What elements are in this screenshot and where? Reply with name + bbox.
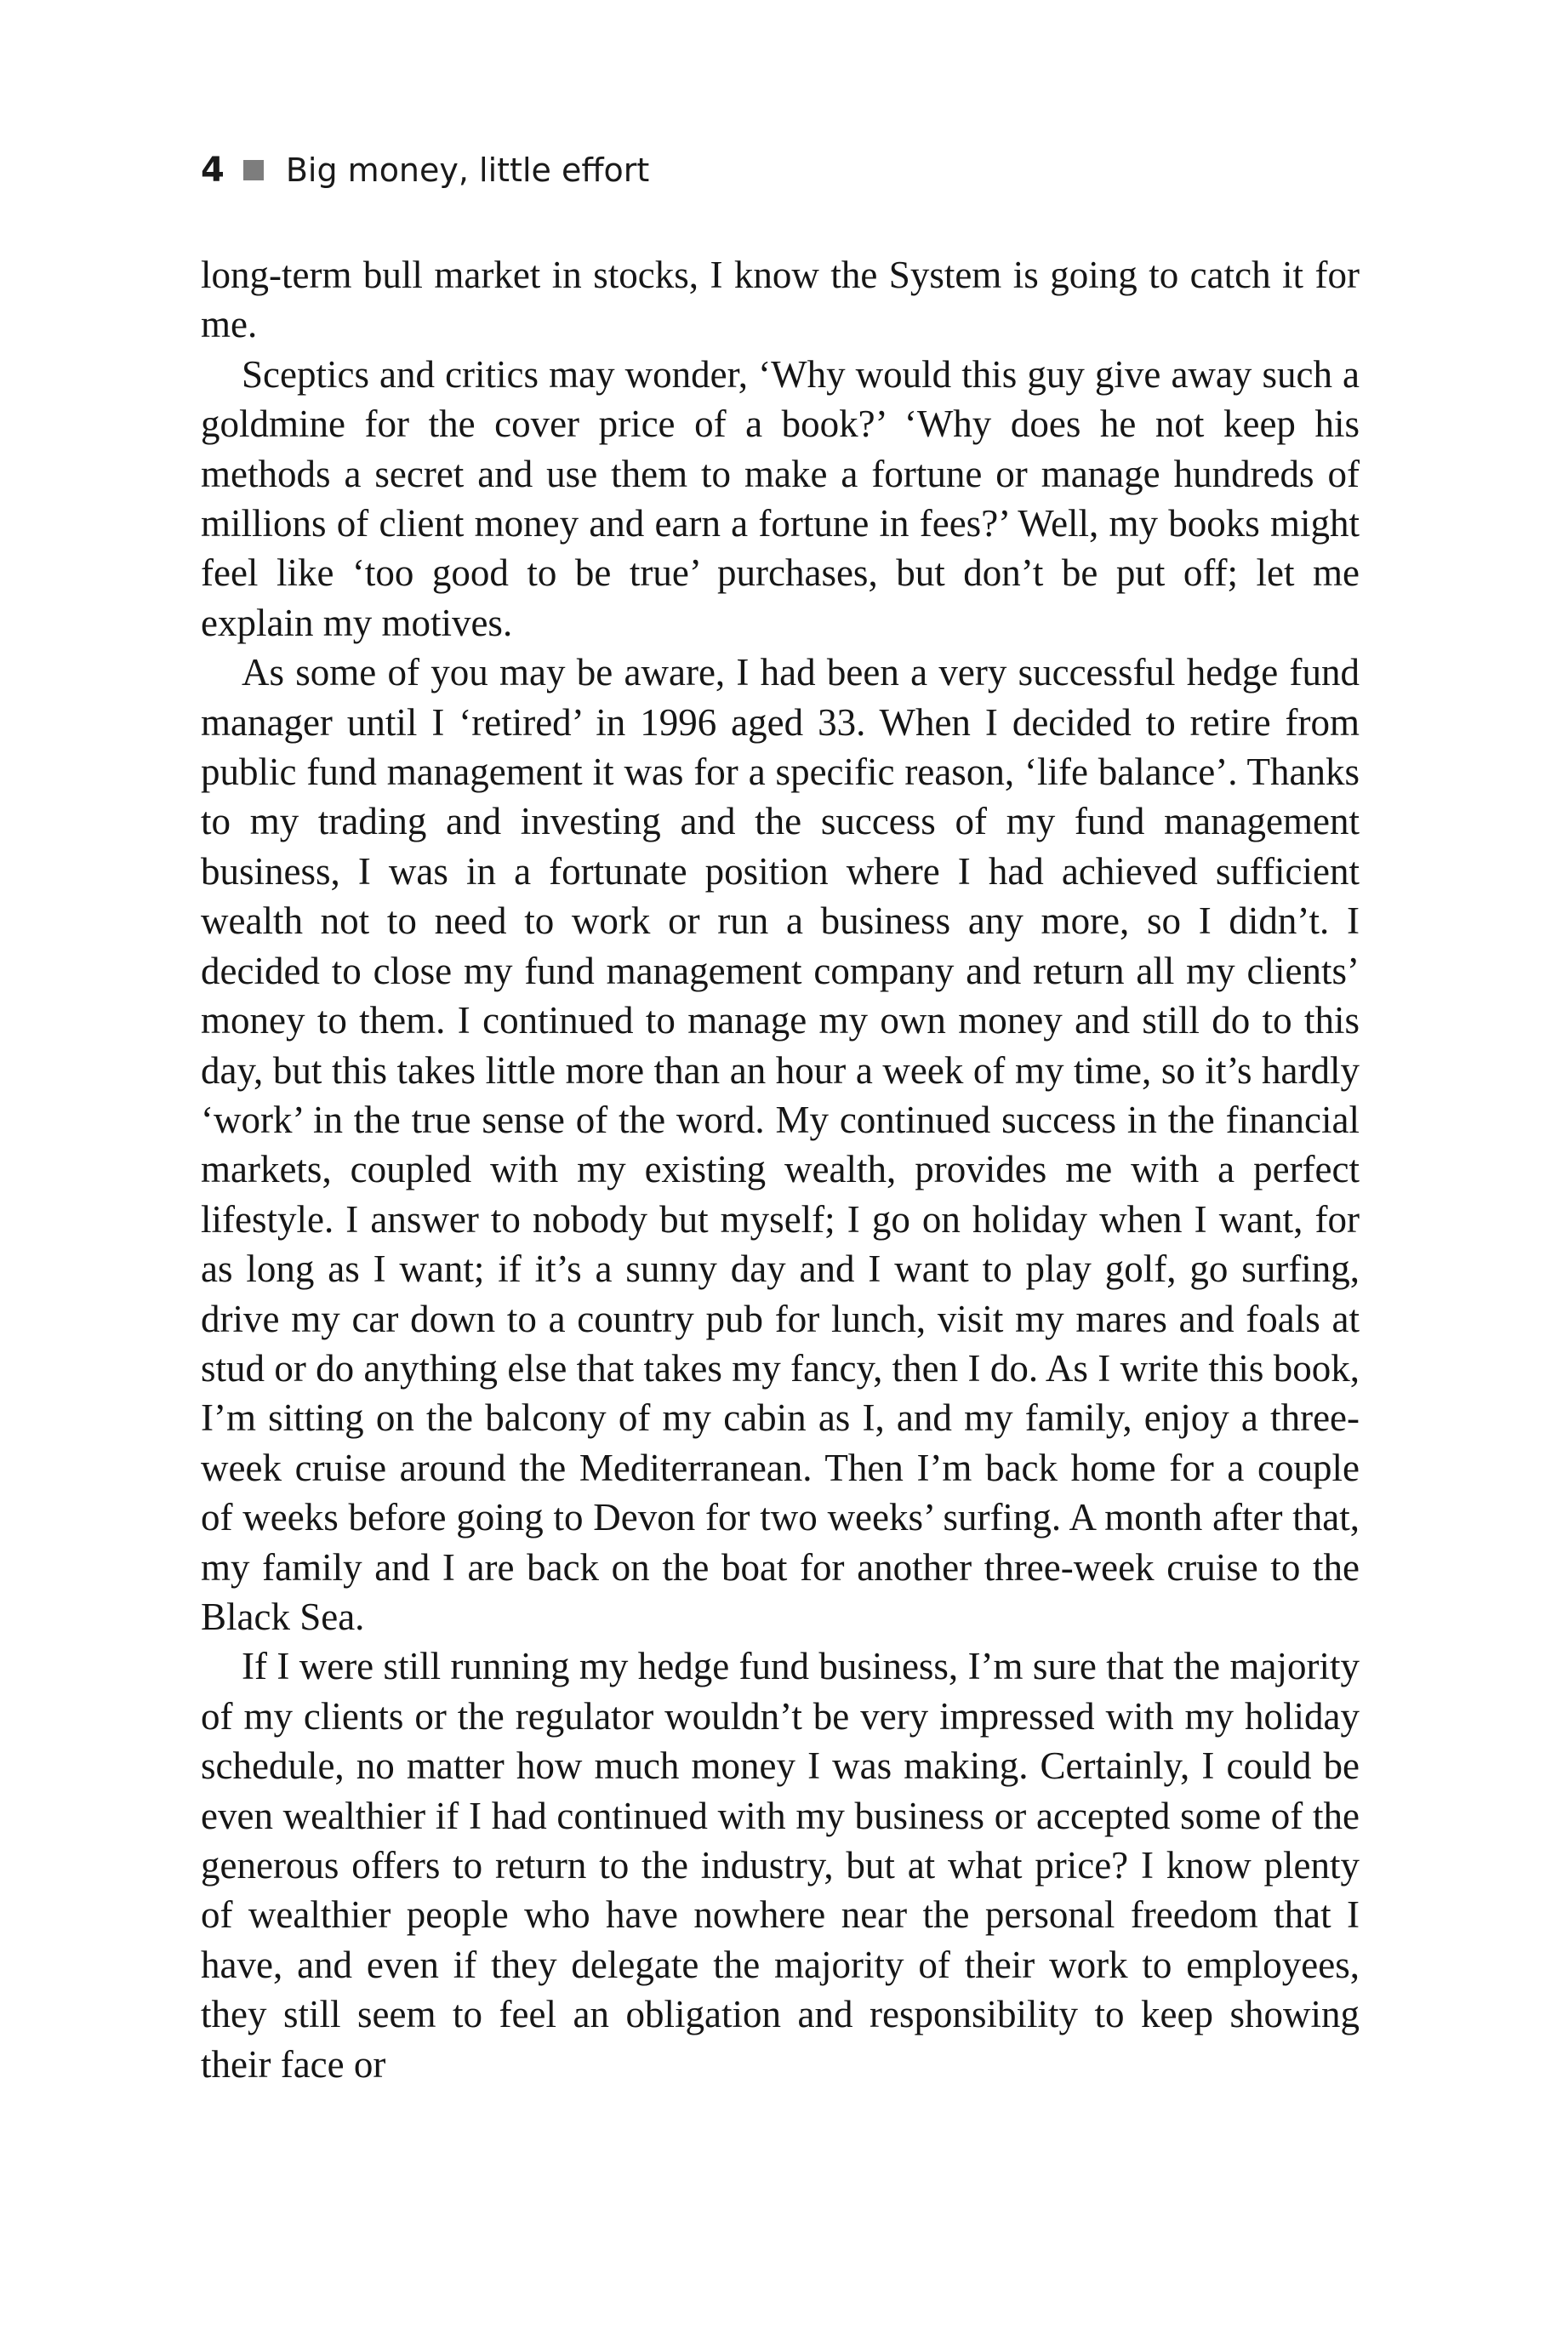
body-text bbox=[201, 250, 1360, 2089]
square-bullet-icon bbox=[243, 160, 264, 180]
running-header bbox=[201, 145, 649, 196]
running-title: Big money, little effort bbox=[285, 151, 650, 189]
paragraph-sceptics: Sceptics and critics may wonder, ‘Why would this guy give away such a goldmine for the cover price of a book?’ ‘Why does he not keep his methods a secret and use them to make a fortune or manage hundreds of millions of client money and earn a fortune in fees?’ Well, my books might feel like ‘too good to be true’ purchases, but don’t be put off; let me explain my motives. bbox=[201, 352, 1360, 644]
page-number: 4 bbox=[201, 151, 225, 190]
paragraph-continued: long-term bull market in stocks, I know the System is going to catch it for me. bbox=[201, 254, 1360, 346]
paragraph-holiday-schedule: If I were still running my hedge fund business, I’m sure that the majority of my clients or the regulator wouldn’t be very impressed with my holiday schedule, no matter how much money I was making. Certainly, I could be even wealthier if I had continued with my business or accepted some of the generous offers to return to the industry, but at what price? I know plenty of wealthier people who have nowhere near the personal freedom that I have, and even if they delegate the majority of their work to employees, they still seem to feel an obligation and responsibility to keep showing their face or bbox=[201, 1645, 1360, 2086]
paragraph-hedge-fund-history: As some of you may be aware, I had been a very successful hedge fund manager until I ‘retired’ in 1996 aged 33. When I decided to retire from public fund management it was for a specific reason, ‘life balance’. Thanks to my trading and investing and the success of my fund management business, I was in a fortunate position where I had achieved sufficient wealth not to need to work or run a business any more, so I didn’t. I decided to close my fund management company and return all my clients’ money to them. I continued to manage my own money and still do to this day, but this takes little more than an hour a week of my time, so it’s hardly ‘work’ in the true sense of the word. My continued success in the financial markets, coupled with my existing wealth, provides me with a perfect lifestyle. I answer to nobody but myself; I go on holiday when I want, for as long as I want; if it’s a sunny day and I want to play golf, go surfing, drive my car down to a country pub for lunch, visit my mares and foals at stud or do anything else that takes my fancy, then I do. As I write this book, I’m sitting on the balcony of my cabin as I, and my family, enjoy a three-week cruise around the Mediterranean. Then I’m back home for a couple of weeks before going to Devon for two weeks’ surfing. A month after that, my family and I are back on the boat for another three-week cruise to the Black Sea. bbox=[201, 651, 1360, 1638]
